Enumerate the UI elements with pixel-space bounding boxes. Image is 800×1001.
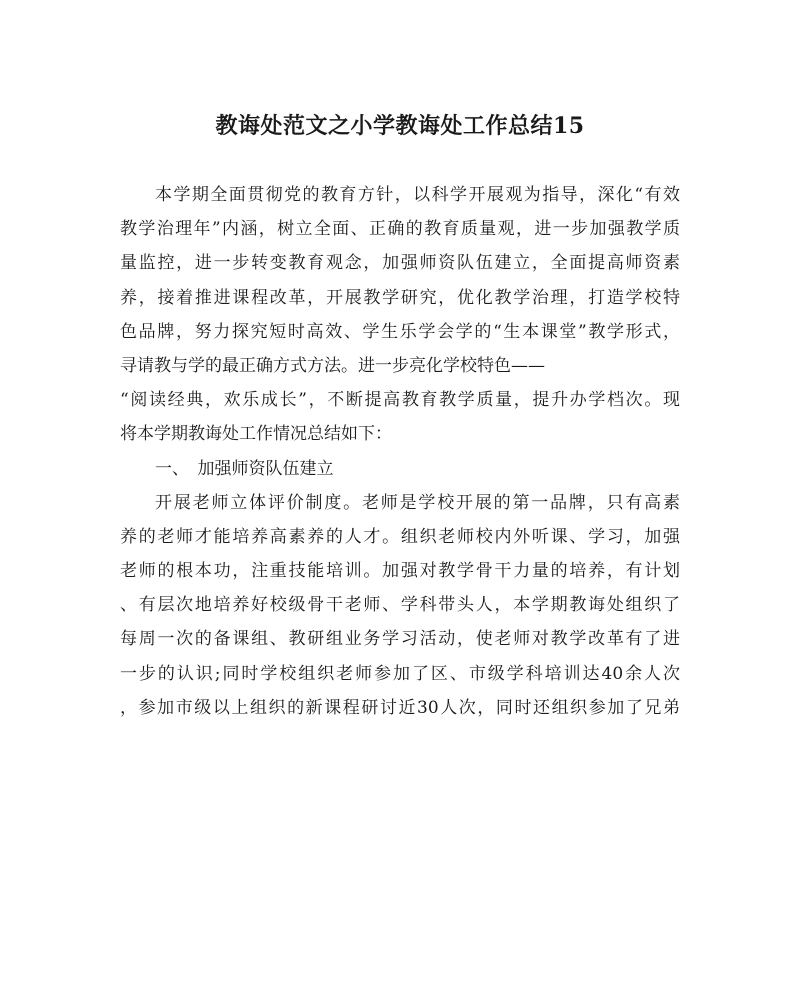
paragraph-line: 本学期全面贯彻党的教育方针，以科学开展观为指导，深化“有效 <box>155 185 680 205</box>
paragraph-line: 开展老师立体评价制度。老师是学校开展的第一品牌，只有高素 <box>155 492 680 513</box>
paragraph-line: 色品牌，努力探究短时高效、学生乐学会学的“生本课堂”教学形式， <box>120 321 680 342</box>
paragraph-line: 养的老师才能培养高素养的人才。组织老师校内外听课、学习，加强 <box>120 526 680 547</box>
document-title: 教诲处范文之小学教诲处工作总结15 <box>215 113 585 139</box>
paragraph-line: 一步的认识;同时学校组织老师参加了区、市级学科培训达40余人次 <box>120 663 680 684</box>
paragraph-line: 寻请教与学的最正确方式方法。进一步亮化学校特色—— <box>120 355 545 376</box>
paragraph-line: 老师的根本功，注重技能培训。加强对教学骨干力量的培养，有计划 <box>120 561 680 582</box>
paragraph-line: 将本学期教诲处工作情况总结如下： <box>120 424 392 445</box>
document-body <box>120 178 680 725</box>
section-heading: 一、 加强师资队伍建立 <box>155 458 334 479</box>
paragraph-line: 、有层次地培养好校级骨干老师、学科带头人，本学期教诲处组织了 <box>120 595 680 616</box>
paragraph-line: ，参加市级以上组织的新课程研讨近30人次，同时还组织参加了兄弟 <box>120 697 680 718</box>
paragraph-line: “阅读经典，欢乐成长”，不断提高教育教学质量，提升办学档次。现 <box>120 390 680 411</box>
paragraph-line: 教学治理年”内涵，树立全面、正确的教育质量观，进一步加强教学质 <box>120 219 680 240</box>
paragraph-line: 量监控，进一步转变教育观念，加强师资队伍建立，全面提高师资素 <box>120 253 680 274</box>
paragraph-line: 每周一次的备课组、教研组业务学习活动，使老师对教学改革有了进 <box>120 629 680 650</box>
paragraph-line: 养，接着推进课程改革，开展教学研究，优化教学治理，打造学校特 <box>120 287 680 308</box>
